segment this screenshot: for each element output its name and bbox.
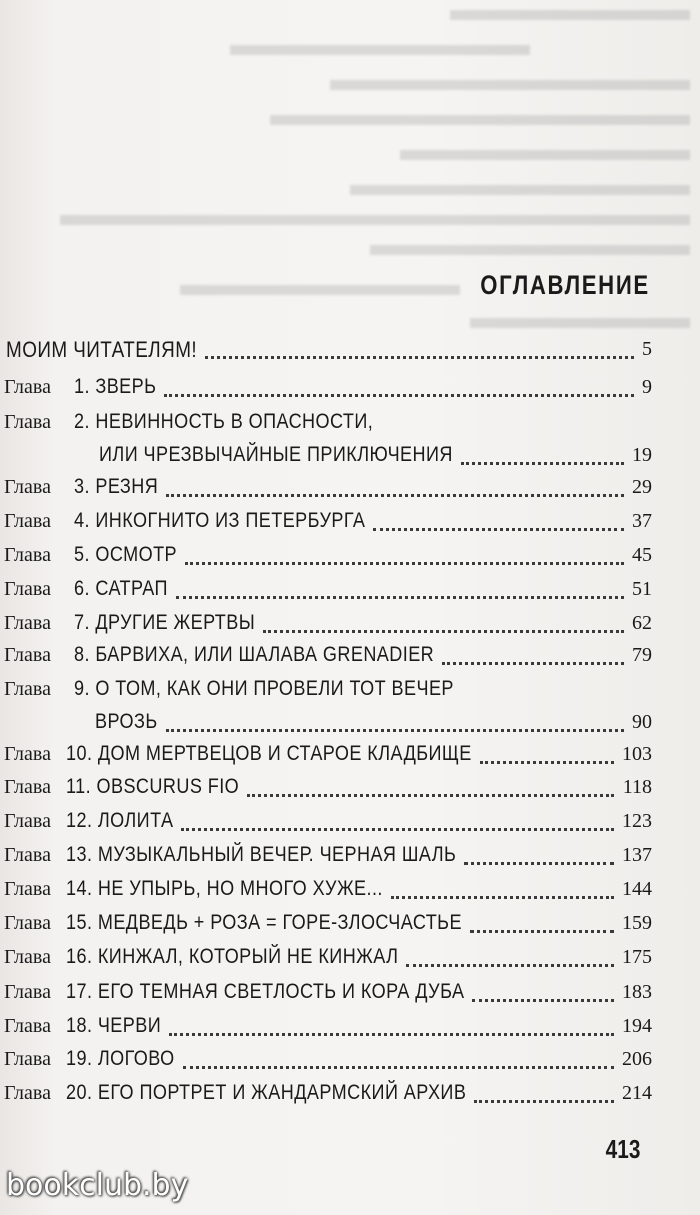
entry-title: 1. ЗВЕРЬ	[74, 375, 157, 398]
chapter-label: Глава	[4, 1048, 51, 1070]
entry-page-number: 175	[622, 946, 652, 968]
toc-heading: ОГЛАВЛЕНИЕ	[480, 270, 650, 300]
dot-leader	[185, 548, 624, 565]
entry-title: 4. ИНКОГНИТО ИЗ ПЕТЕРБУРГА	[74, 509, 366, 532]
dot-leader	[181, 814, 614, 831]
entry-page-number: 79	[632, 644, 652, 666]
dot-leader	[205, 342, 634, 359]
chapter-label: Глава	[4, 844, 51, 866]
chapter-label: Глава	[4, 612, 51, 634]
entry-title: 3. РЕЗНЯ	[74, 475, 159, 498]
dot-leader	[464, 848, 614, 865]
toc-entry	[4, 981, 652, 1009]
dot-leader	[470, 916, 614, 933]
chapter-label: Глава	[4, 743, 51, 765]
page-number: 413	[605, 1134, 640, 1164]
entry-page-number: 90	[632, 711, 652, 733]
dot-leader	[176, 582, 624, 599]
toc-entry	[4, 678, 652, 738]
entry-page-number: 159	[622, 912, 652, 934]
entry-page-number: 183	[622, 981, 652, 1003]
entry-page-number: 9	[642, 376, 652, 398]
entry-title: 5. ОСМОТР	[74, 543, 178, 566]
chapter-label: Глава	[4, 376, 51, 398]
toc-entry	[4, 510, 652, 538]
toc-entry	[4, 743, 652, 771]
chapter-label: Глава	[4, 544, 51, 566]
dot-leader	[391, 882, 614, 899]
toc-entry	[4, 376, 652, 404]
dot-leader	[406, 950, 614, 967]
entry-title: 16. КИНЖАЛ, КОТОРЫЙ НЕ КИНЖАЛ	[66, 945, 399, 968]
entry-page-number: 206	[622, 1048, 652, 1070]
toc-entry	[4, 544, 652, 572]
entry-page-number: 118	[622, 776, 652, 798]
dot-leader	[472, 985, 614, 1002]
dot-leader	[474, 1086, 614, 1103]
entry-page-number: 194	[622, 1015, 652, 1037]
entry-title-continuation: ВРОЗЬ	[95, 710, 158, 733]
entry-page-number: 19	[632, 444, 652, 466]
entry-page-number: 214	[622, 1082, 652, 1104]
chapter-label: Глава	[4, 1015, 51, 1037]
entry-title: 6. САТРАП	[74, 577, 168, 600]
entry-page-number: 51	[632, 578, 652, 600]
entry-page-number: 123	[622, 810, 652, 832]
toc-entry	[4, 1015, 652, 1043]
chapter-label: Глава	[4, 476, 51, 498]
entry-title-continuation: ИЛИ ЧРЕЗВЫЧАЙНЫЕ ПРИКЛЮЧЕНИЯ	[99, 443, 453, 466]
toc-entry	[4, 1082, 652, 1110]
toc-entry	[4, 878, 652, 906]
entry-page-number: 5	[642, 338, 652, 360]
entry-title: 10. ДОМ МЕРТВЕЦОВ И СТАРОЕ КЛАДБИЩЕ	[66, 742, 472, 765]
chapter-label: Глава	[4, 878, 51, 900]
entry-title: 9. О ТОМ, КАК ОНИ ПРОВЕЛИ ТОТ ВЕЧЕР	[74, 677, 454, 700]
chapter-label: Глава	[4, 578, 51, 600]
toc-entry	[4, 1048, 652, 1076]
entry-title: 11. OBSCURUS FIO	[66, 775, 240, 798]
chapter-label: Глава	[4, 644, 51, 666]
watermark-text: bookclub.by	[6, 1168, 189, 1203]
dot-leader	[442, 648, 624, 665]
chapter-label: Глава	[4, 1082, 51, 1104]
chapter-label: Глава	[4, 510, 51, 532]
entry-title: 14. НЕ УПЫРЬ, НО МНОГО ХУЖЕ...	[66, 877, 383, 900]
entry-title: 13. МУЗЫКАЛЬНЫЙ ВЕЧЕР. ЧЕРНАЯ ШАЛЬ	[66, 843, 457, 866]
toc-entry	[4, 578, 652, 606]
dot-leader	[461, 448, 624, 465]
toc-entry	[4, 912, 652, 940]
toc-entry	[4, 476, 652, 504]
toc-entry	[4, 411, 652, 471]
entry-page-number: 137	[622, 844, 652, 866]
toc-entry	[4, 810, 652, 838]
toc-entry	[4, 946, 652, 974]
toc-entry	[4, 644, 652, 672]
chapter-label: Глава	[4, 981, 51, 1003]
chapter-label: Глава	[4, 776, 51, 798]
toc-entry	[4, 844, 652, 872]
entry-title: 2. НЕВИННОСТЬ В ОПАСНОСТИ,	[74, 410, 374, 433]
entry-page-number: 37	[632, 510, 652, 532]
entry-page-number: 62	[632, 612, 652, 634]
entry-title: 12. ЛОЛИТА	[66, 809, 174, 832]
entry-title: 7. ДРУГИЕ ЖЕРТВЫ	[74, 611, 256, 634]
entry-page-number: 45	[632, 544, 652, 566]
chapter-label: Глава	[4, 810, 51, 832]
dot-leader	[169, 1019, 614, 1036]
dot-leader	[164, 380, 634, 397]
entry-page-number: 144	[622, 878, 652, 900]
chapter-label: Глава	[4, 678, 51, 700]
dot-leader	[247, 780, 614, 797]
dot-leader	[166, 715, 624, 732]
entry-page-number: 103	[622, 743, 652, 765]
dot-leader	[183, 1052, 614, 1069]
toc-entry	[4, 338, 652, 366]
dot-leader	[166, 480, 624, 497]
entry-title: 18. ЧЕРВИ	[66, 1014, 162, 1037]
toc-entry	[4, 612, 652, 640]
dot-leader	[373, 514, 624, 531]
entry-title: МОИМ ЧИТАТЕЛЯМ!	[6, 337, 198, 362]
entry-title: 19. ЛОГОВО	[66, 1047, 175, 1070]
entry-title: 17. ЕГО ТЕМНАЯ СВЕТЛОСТЬ И КОРА ДУБА	[66, 980, 465, 1003]
chapter-label: Глава	[4, 912, 51, 934]
chapter-label: Глава	[4, 411, 51, 433]
chapter-label: Глава	[4, 946, 51, 968]
entry-title: 20. ЕГО ПОРТРЕТ И ЖАНДАРМСКИЙ АРХИВ	[66, 1081, 467, 1104]
dot-leader	[263, 616, 624, 633]
entry-title: 15. МЕДВЕДЬ + РОЗА = ГОРЕ-ЗЛОСЧАСТЬЕ	[66, 911, 462, 934]
entry-page-number: 29	[632, 476, 652, 498]
toc-entry	[4, 776, 652, 804]
entry-title: 8. БАРВИХА, ИЛИ ШАЛАВА GRENADIER	[74, 643, 435, 666]
dot-leader	[480, 747, 614, 764]
